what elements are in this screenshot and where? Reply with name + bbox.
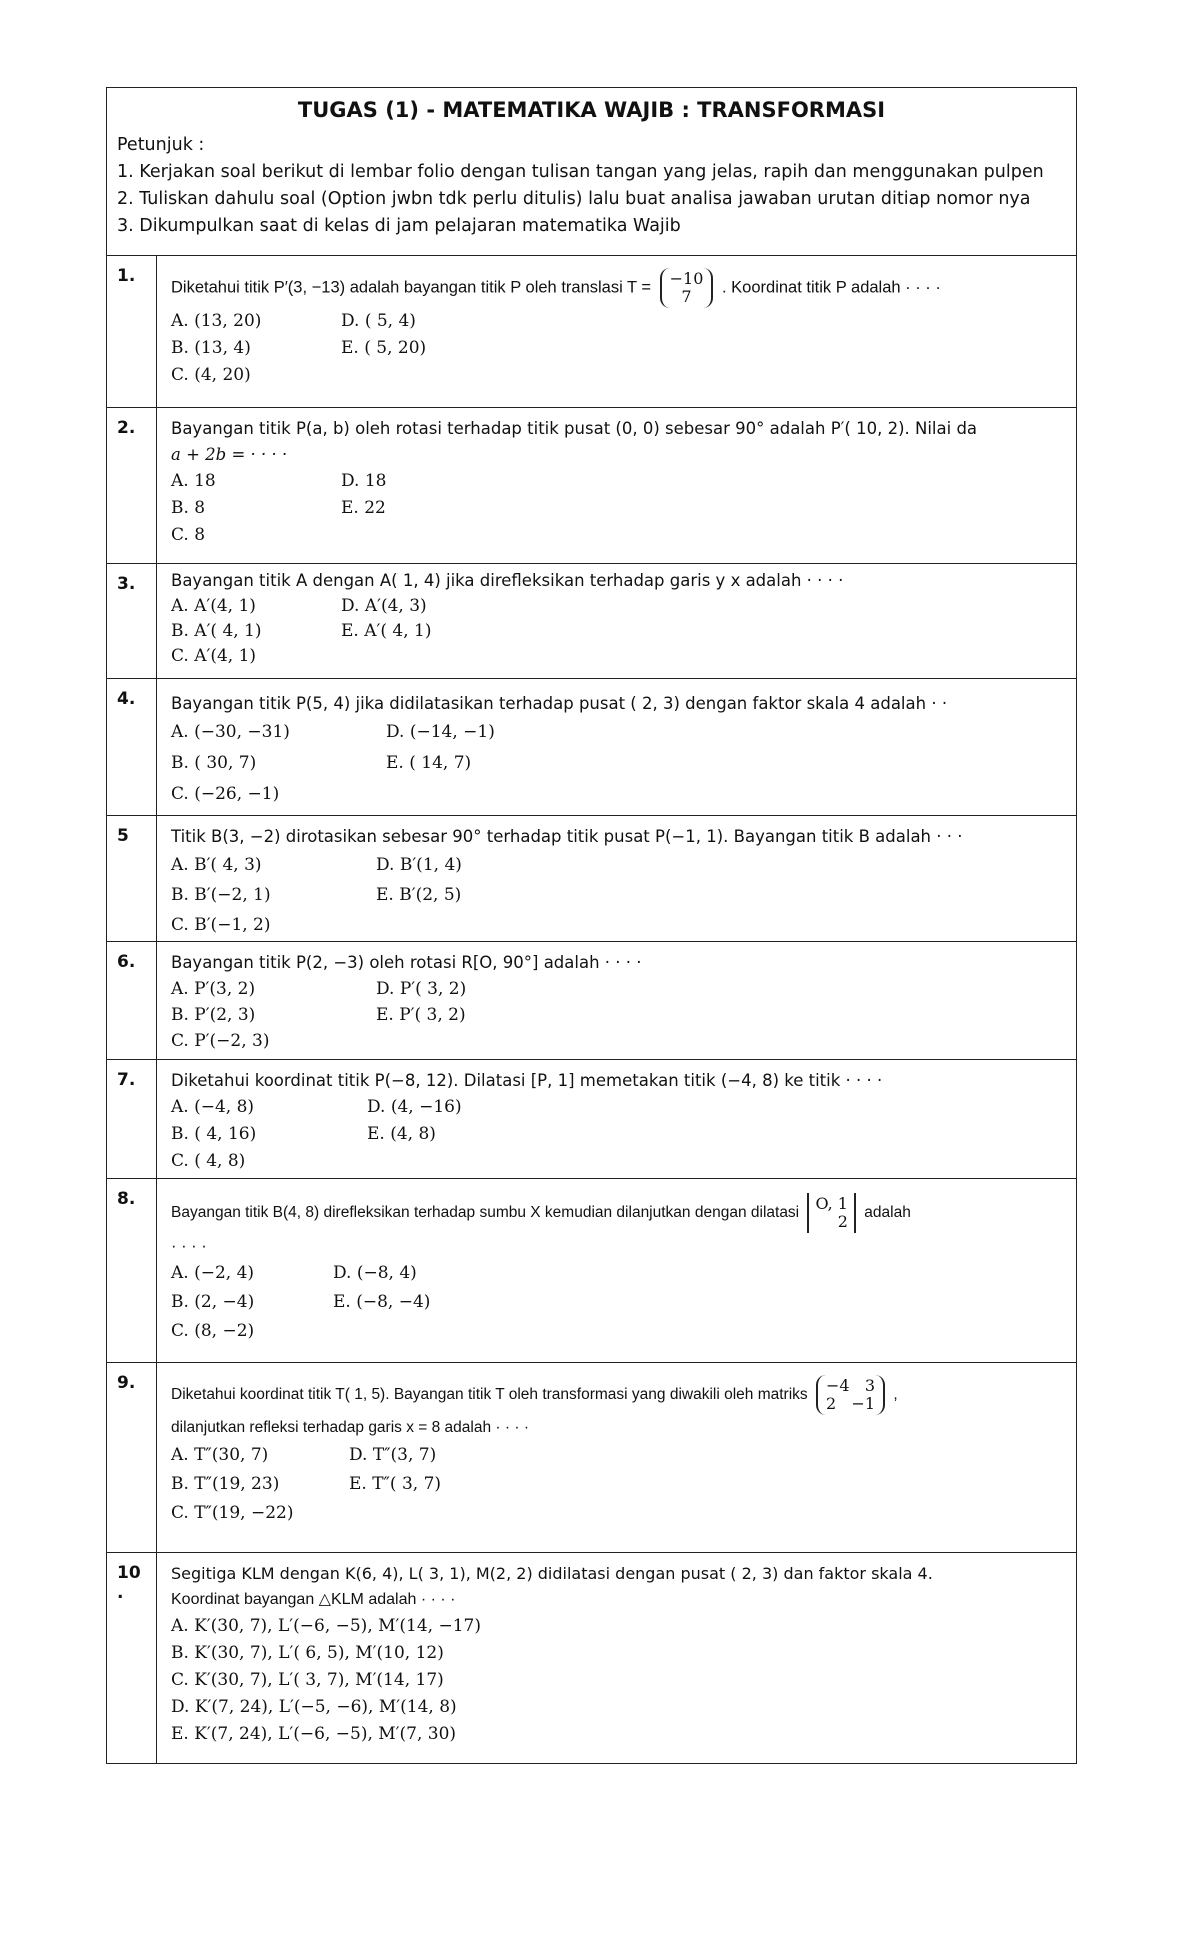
dilation-bracket: O, 1 2: [807, 1193, 856, 1233]
option-d: D. T″(3, 7): [349, 1445, 437, 1465]
option-c: C. T″(19, −22): [171, 1503, 294, 1523]
option-e: E. ( 14, 7): [386, 753, 472, 773]
page-title: TUGAS (1) - MATEMATIKA WAJIB : TRANSFORMASI: [297, 98, 886, 122]
question-number: 5: [107, 816, 157, 941]
answer-options: [171, 594, 1070, 669]
option-d: D. A′(4, 3): [341, 596, 427, 616]
question-text-continued: · · · ·: [171, 1237, 207, 1255]
option-c: C. A′(4, 1): [171, 646, 257, 666]
option-e: E. K′(7, 24), L′(−6, −5), M′(7, 30): [171, 1724, 457, 1744]
question-number: 2.: [107, 408, 157, 563]
question-row-6: [107, 942, 1076, 1060]
option-c: C. (4, 20): [171, 365, 251, 385]
option-a: A. T″(30, 7): [171, 1445, 269, 1465]
option-b: B. 8: [171, 498, 206, 518]
question-number: 10 .: [107, 1553, 157, 1763]
answer-options: [171, 976, 1070, 1054]
question-row-9: [107, 1363, 1076, 1553]
transformation-matrix: −4 3 2 −1: [816, 1375, 885, 1415]
option-a: A. K′(30, 7), L′(−6, −5), M′(14, −17): [171, 1616, 481, 1636]
instruction-1: 1. Kerjakan soal berikut di lembar folio dengan tulisan tangan yang jelas, rapih dan menggunakan pulpen: [117, 162, 1044, 182]
question-text: Bayangan titik A dengan A( 1, 4) jika direfleksikan terhadap garis y x adalah · · · ·: [171, 571, 844, 590]
option-b: B. B′(−2, 1): [171, 885, 271, 905]
question-row-4: [107, 679, 1076, 816]
question-row-2: [107, 408, 1076, 564]
question-content: [157, 256, 1076, 407]
question-content: [157, 1179, 1076, 1362]
option-a: A. 18: [171, 471, 216, 491]
option-b: B. (2, −4): [171, 1292, 255, 1312]
option-e: E. T″( 3, 7): [349, 1474, 442, 1494]
question-content: [157, 564, 1076, 678]
instruction-3: 3. Dikumpulkan saat di kelas di jam pelajaran matematika Wajib: [117, 216, 681, 236]
option-c: C. (−26, −1): [171, 784, 280, 804]
option-a: A. B′( 4, 3): [171, 855, 262, 875]
option-e: E. B′(2, 5): [376, 885, 462, 905]
option-c: C. K′(30, 7), L′( 3, 7), M′(14, 17): [171, 1670, 444, 1690]
question-number: 8.: [107, 1179, 157, 1362]
header-section: [107, 88, 1076, 256]
option-b: B. T″(19, 23): [171, 1474, 280, 1494]
question-text: Segitiga KLM dengan K(6, 4), L( 3, 1), M(2, 2) didilatasi dengan pusat ( 2, 3) dan faktor skala 4.: [171, 1564, 933, 1583]
option-e: E. (4, 8): [367, 1124, 436, 1144]
question-number: 3.: [107, 564, 157, 678]
question-text-continued: dilanjutkan refleksi terhadap garis x = 8 adalah · · · ·: [171, 1419, 529, 1436]
question-number: 9.: [107, 1363, 157, 1552]
question-row-1: [107, 256, 1076, 408]
option-b: B. (13, 4): [171, 338, 251, 358]
option-d: D. (−14, −1): [386, 722, 495, 742]
question-row-10: [107, 1553, 1076, 1763]
option-c: C. B′(−1, 2): [171, 915, 271, 935]
option-e: E. (−8, −4): [333, 1292, 431, 1312]
question-content: [157, 1553, 1076, 1763]
option-a: A. (−4, 8): [171, 1097, 255, 1117]
option-b: B. ( 4, 16): [171, 1124, 257, 1144]
option-e: E. A′( 4, 1): [341, 621, 432, 641]
question-text: Bayangan titik P(5, 4) jika didilatasikan terhadap pusat ( 2, 3) dengan faktor skala 4 adalah · ·: [171, 694, 948, 713]
translation-vector: −10 7: [660, 268, 714, 308]
question-row-5: [107, 816, 1076, 942]
answer-options: [171, 308, 1070, 389]
option-a: A. P′(3, 2): [171, 979, 256, 999]
question-number: 4.: [107, 679, 157, 815]
answer-options: [171, 850, 1070, 940]
question-content: [157, 1060, 1076, 1178]
question-text: Diketahui titik P′(3, −13) adalah bayangan titik P oleh translasi T = −10 7 . Koordinat titik P adalah · · · ·: [171, 269, 941, 306]
option-d: D. B′(1, 4): [376, 855, 462, 875]
answer-options: [171, 468, 1070, 549]
answer-options: [171, 1441, 1070, 1528]
option-a: A. (13, 20): [171, 311, 262, 331]
question-row-7: [107, 1060, 1076, 1179]
option-d: D. ( 5, 4): [341, 311, 416, 331]
option-b: B. A′( 4, 1): [171, 621, 262, 641]
option-e: E. ( 5, 20): [341, 338, 427, 358]
option-a: A. A′(4, 1): [171, 596, 256, 616]
option-d: D. 18: [341, 471, 387, 491]
question-row-8: [107, 1179, 1076, 1363]
option-d: D. (−8, 4): [333, 1263, 417, 1283]
assignment-sheet: [106, 87, 1077, 1764]
question-content: [157, 816, 1076, 941]
option-d: D. K′(7, 24), L′(−5, −6), M′(14, 8): [171, 1697, 457, 1717]
question-content: [157, 1363, 1076, 1552]
question-content: [157, 408, 1076, 563]
question-text: Bayangan titik B(4, 8) direfleksikan terhadap sumbu X kemudian dilanjutkan dengan dilatasi O, 1 2 adalah: [171, 1194, 911, 1231]
option-b: B. ( 30, 7): [171, 753, 257, 773]
answer-options: [171, 1259, 1070, 1346]
question-content: [157, 942, 1076, 1059]
question-text-continued: a + 2b = · · · ·: [171, 445, 288, 464]
option-e: E. P′( 3, 2): [376, 1005, 466, 1025]
option-a: A. (−30, −31): [171, 722, 290, 742]
question-number: 7.: [107, 1060, 157, 1178]
option-c: C. 8: [171, 525, 206, 545]
question-number: 6.: [107, 942, 157, 1059]
question-text: Bayangan titik P(2, −3) oleh rotasi R[O, 90°] adalah · · · ·: [171, 953, 642, 972]
option-d: D. (4, −16): [367, 1097, 462, 1117]
option-b: B. K′(30, 7), L′( 6, 5), M′(10, 12): [171, 1643, 444, 1663]
question-text: Diketahui koordinat titik P(−8, 12). Dilatasi [P, 1] memetakan titik (−4, 8) ke titik · · · ·: [171, 1071, 883, 1090]
question-text: Diketahui koordinat titik T( 1, 5). Bayangan titik T oleh transformasi yang diwakili oleh matriks −4 3 2 −1 ,: [171, 1376, 898, 1413]
instruction-2: 2. Tuliskan dahulu soal (Option jwbn tdk perlu ditulis) lalu buat analisa jawaban urutan ditiap nomor nya: [117, 189, 1031, 209]
option-d: D. P′( 3, 2): [376, 979, 467, 999]
question-text: Titik B(3, −2) dirotasikan sebesar 90° terhadap titik pusat P(−1, 1). Bayangan titik B adalah · · ·: [171, 827, 963, 846]
answer-options: [171, 1094, 1070, 1175]
question-content: [157, 679, 1076, 815]
option-e: E. 22: [341, 498, 386, 518]
answer-options: [171, 1613, 1070, 1748]
option-c: C. P′(−2, 3): [171, 1031, 270, 1051]
answer-options: [171, 717, 1070, 810]
option-c: C. (8, −2): [171, 1321, 255, 1341]
question-number: 1.: [107, 256, 157, 407]
option-b: B. P′(2, 3): [171, 1005, 256, 1025]
question-text-continued: Koordinat bayangan △KLM adalah · · · ·: [171, 1591, 456, 1608]
option-c: C. ( 4, 8): [171, 1151, 246, 1171]
option-a: A. (−2, 4): [171, 1263, 255, 1283]
instructions-label: Petunjuk :: [117, 135, 205, 155]
question-text: Bayangan titik P(a, b) oleh rotasi terhadap titik pusat (0, 0) sebesar 90° adalah P′( 10, 2). Nilai da: [171, 419, 978, 438]
question-row-3: [107, 564, 1076, 679]
